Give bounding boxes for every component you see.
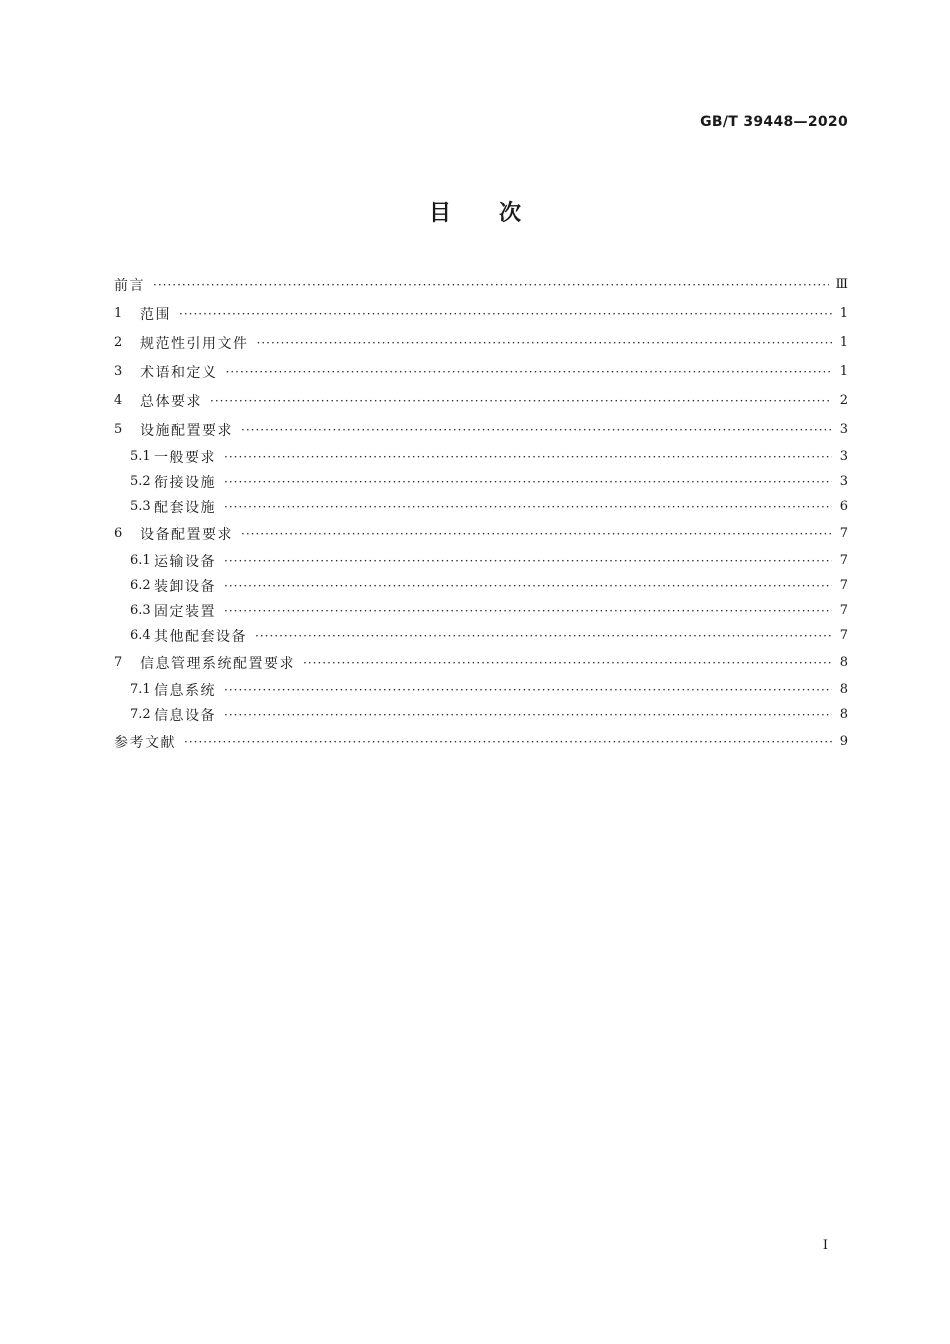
toc-entry-label: 术语和定义 (140, 364, 218, 381)
toc-entry-label: 参考文献 (114, 734, 176, 751)
toc-entry-label: 衔接设施 (154, 474, 216, 491)
toc-entry-page: 8 (839, 682, 848, 697)
page-number: I (822, 1238, 828, 1253)
toc-entry-number: 5 (114, 422, 123, 437)
toc-entry-number: 6.4 (130, 628, 151, 643)
toc-leader-dots (226, 365, 833, 379)
toc-entry-5-1[interactable] (114, 444, 848, 469)
toc-entry-number: 5.1 (130, 449, 151, 464)
toc-leader-dots (179, 307, 832, 321)
toc-entry-label: 规范性引用文件 (140, 335, 249, 352)
table-of-contents (114, 270, 848, 756)
toc-entry-3[interactable] (114, 357, 848, 386)
toc-entry-page: 7 (839, 628, 848, 643)
toc-leader-dots (224, 708, 832, 722)
toc-entry-6[interactable] (114, 519, 848, 548)
toc-entry-number: 7.1 (130, 682, 151, 697)
toc-entry-page: 7 (839, 578, 848, 593)
toc-entry-references[interactable] (114, 727, 848, 756)
toc-entry-page: 1 (839, 306, 848, 321)
toc-entry-page: 3 (839, 474, 848, 489)
toc-entry-7[interactable] (114, 648, 848, 677)
toc-entry-label: 运输设备 (154, 553, 216, 570)
toc-entry-label: 一般要求 (154, 449, 216, 466)
toc-entry-label: 配套设施 (154, 499, 216, 516)
toc-entry-6-1[interactable] (114, 548, 848, 573)
toc-entry-page: Ⅲ (835, 277, 848, 292)
toc-entry-page: 6 (839, 499, 848, 514)
toc-entry-number: 6.1 (130, 553, 151, 568)
toc-leader-dots (184, 735, 832, 749)
toc-entry-label: 前言 (114, 277, 145, 294)
toc-leader-dots (224, 604, 832, 618)
toc-entry-6-3[interactable] (114, 598, 848, 623)
toc-entry-number: 6 (114, 526, 123, 541)
toc-leader-dots (257, 336, 833, 350)
toc-entry-label: 信息设备 (154, 707, 216, 724)
toc-leader-dots (224, 579, 832, 593)
toc-entry-1[interactable] (114, 299, 848, 328)
toc-entry-7-1[interactable] (114, 677, 848, 702)
toc-entry-label: 装卸设备 (154, 578, 216, 595)
toc-leader-dots (153, 278, 829, 292)
toc-leader-dots (303, 656, 832, 670)
toc-entry-label: 信息系统 (154, 682, 216, 699)
toc-entry-6-4[interactable] (114, 623, 848, 648)
toc-leader-dots (241, 527, 832, 541)
page-title: 目次 (428, 201, 569, 226)
toc-entry-label: 范围 (140, 306, 171, 323)
toc-entry-label: 设备配置要求 (140, 526, 233, 543)
toc-entry-page: 2 (839, 393, 848, 408)
toc-entry-page: 3 (839, 449, 848, 464)
toc-entry-page: 1 (839, 364, 848, 379)
toc-entry-number: 5.2 (130, 474, 151, 489)
toc-leader-dots (224, 475, 832, 489)
toc-entry-page: 9 (839, 734, 848, 749)
toc-entry-page: 8 (839, 707, 848, 722)
toc-leader-dots (255, 629, 832, 643)
toc-leader-dots (224, 554, 832, 568)
toc-entry-number: 5.3 (130, 499, 151, 514)
toc-entry-number: 2 (114, 335, 123, 350)
toc-entry-label: 设施配置要求 (140, 422, 233, 439)
toc-entry-number: 7 (114, 655, 123, 670)
toc-entry-5-2[interactable] (114, 469, 848, 494)
toc-entry-page: 3 (839, 422, 848, 437)
toc-leader-dots (224, 500, 832, 514)
toc-entry-page: 8 (839, 655, 848, 670)
toc-entry-7-2[interactable] (114, 702, 848, 727)
toc-entry-page: 1 (839, 335, 848, 350)
toc-entry-label: 固定装置 (154, 603, 216, 620)
toc-entry-number: 6.2 (130, 578, 151, 593)
toc-entry-number: 1 (114, 306, 123, 321)
toc-leader-dots (210, 394, 832, 408)
toc-entry-2[interactable] (114, 328, 848, 357)
toc-entry-foreword[interactable] (114, 270, 848, 299)
toc-entry-label: 其他配套设备 (154, 628, 247, 645)
toc-entry-6-2[interactable] (114, 573, 848, 598)
standard-number: GB/T 39448—2020 (700, 114, 848, 130)
toc-entry-number: 4 (114, 393, 123, 408)
toc-entry-4[interactable] (114, 386, 848, 415)
toc-entry-label: 总体要求 (140, 393, 202, 410)
toc-leader-dots (224, 683, 832, 697)
toc-entry-page: 7 (839, 526, 848, 541)
toc-leader-dots (241, 423, 832, 437)
toc-entry-5-3[interactable] (114, 494, 848, 519)
toc-entry-page: 7 (839, 603, 848, 618)
toc-entry-page: 7 (839, 553, 848, 568)
toc-entry-number: 7.2 (130, 707, 151, 722)
toc-entry-5[interactable] (114, 415, 848, 444)
toc-entry-number: 6.3 (130, 603, 151, 618)
toc-leader-dots (224, 450, 832, 464)
toc-entry-number: 3 (114, 364, 123, 379)
toc-entry-label: 信息管理系统配置要求 (140, 655, 295, 672)
